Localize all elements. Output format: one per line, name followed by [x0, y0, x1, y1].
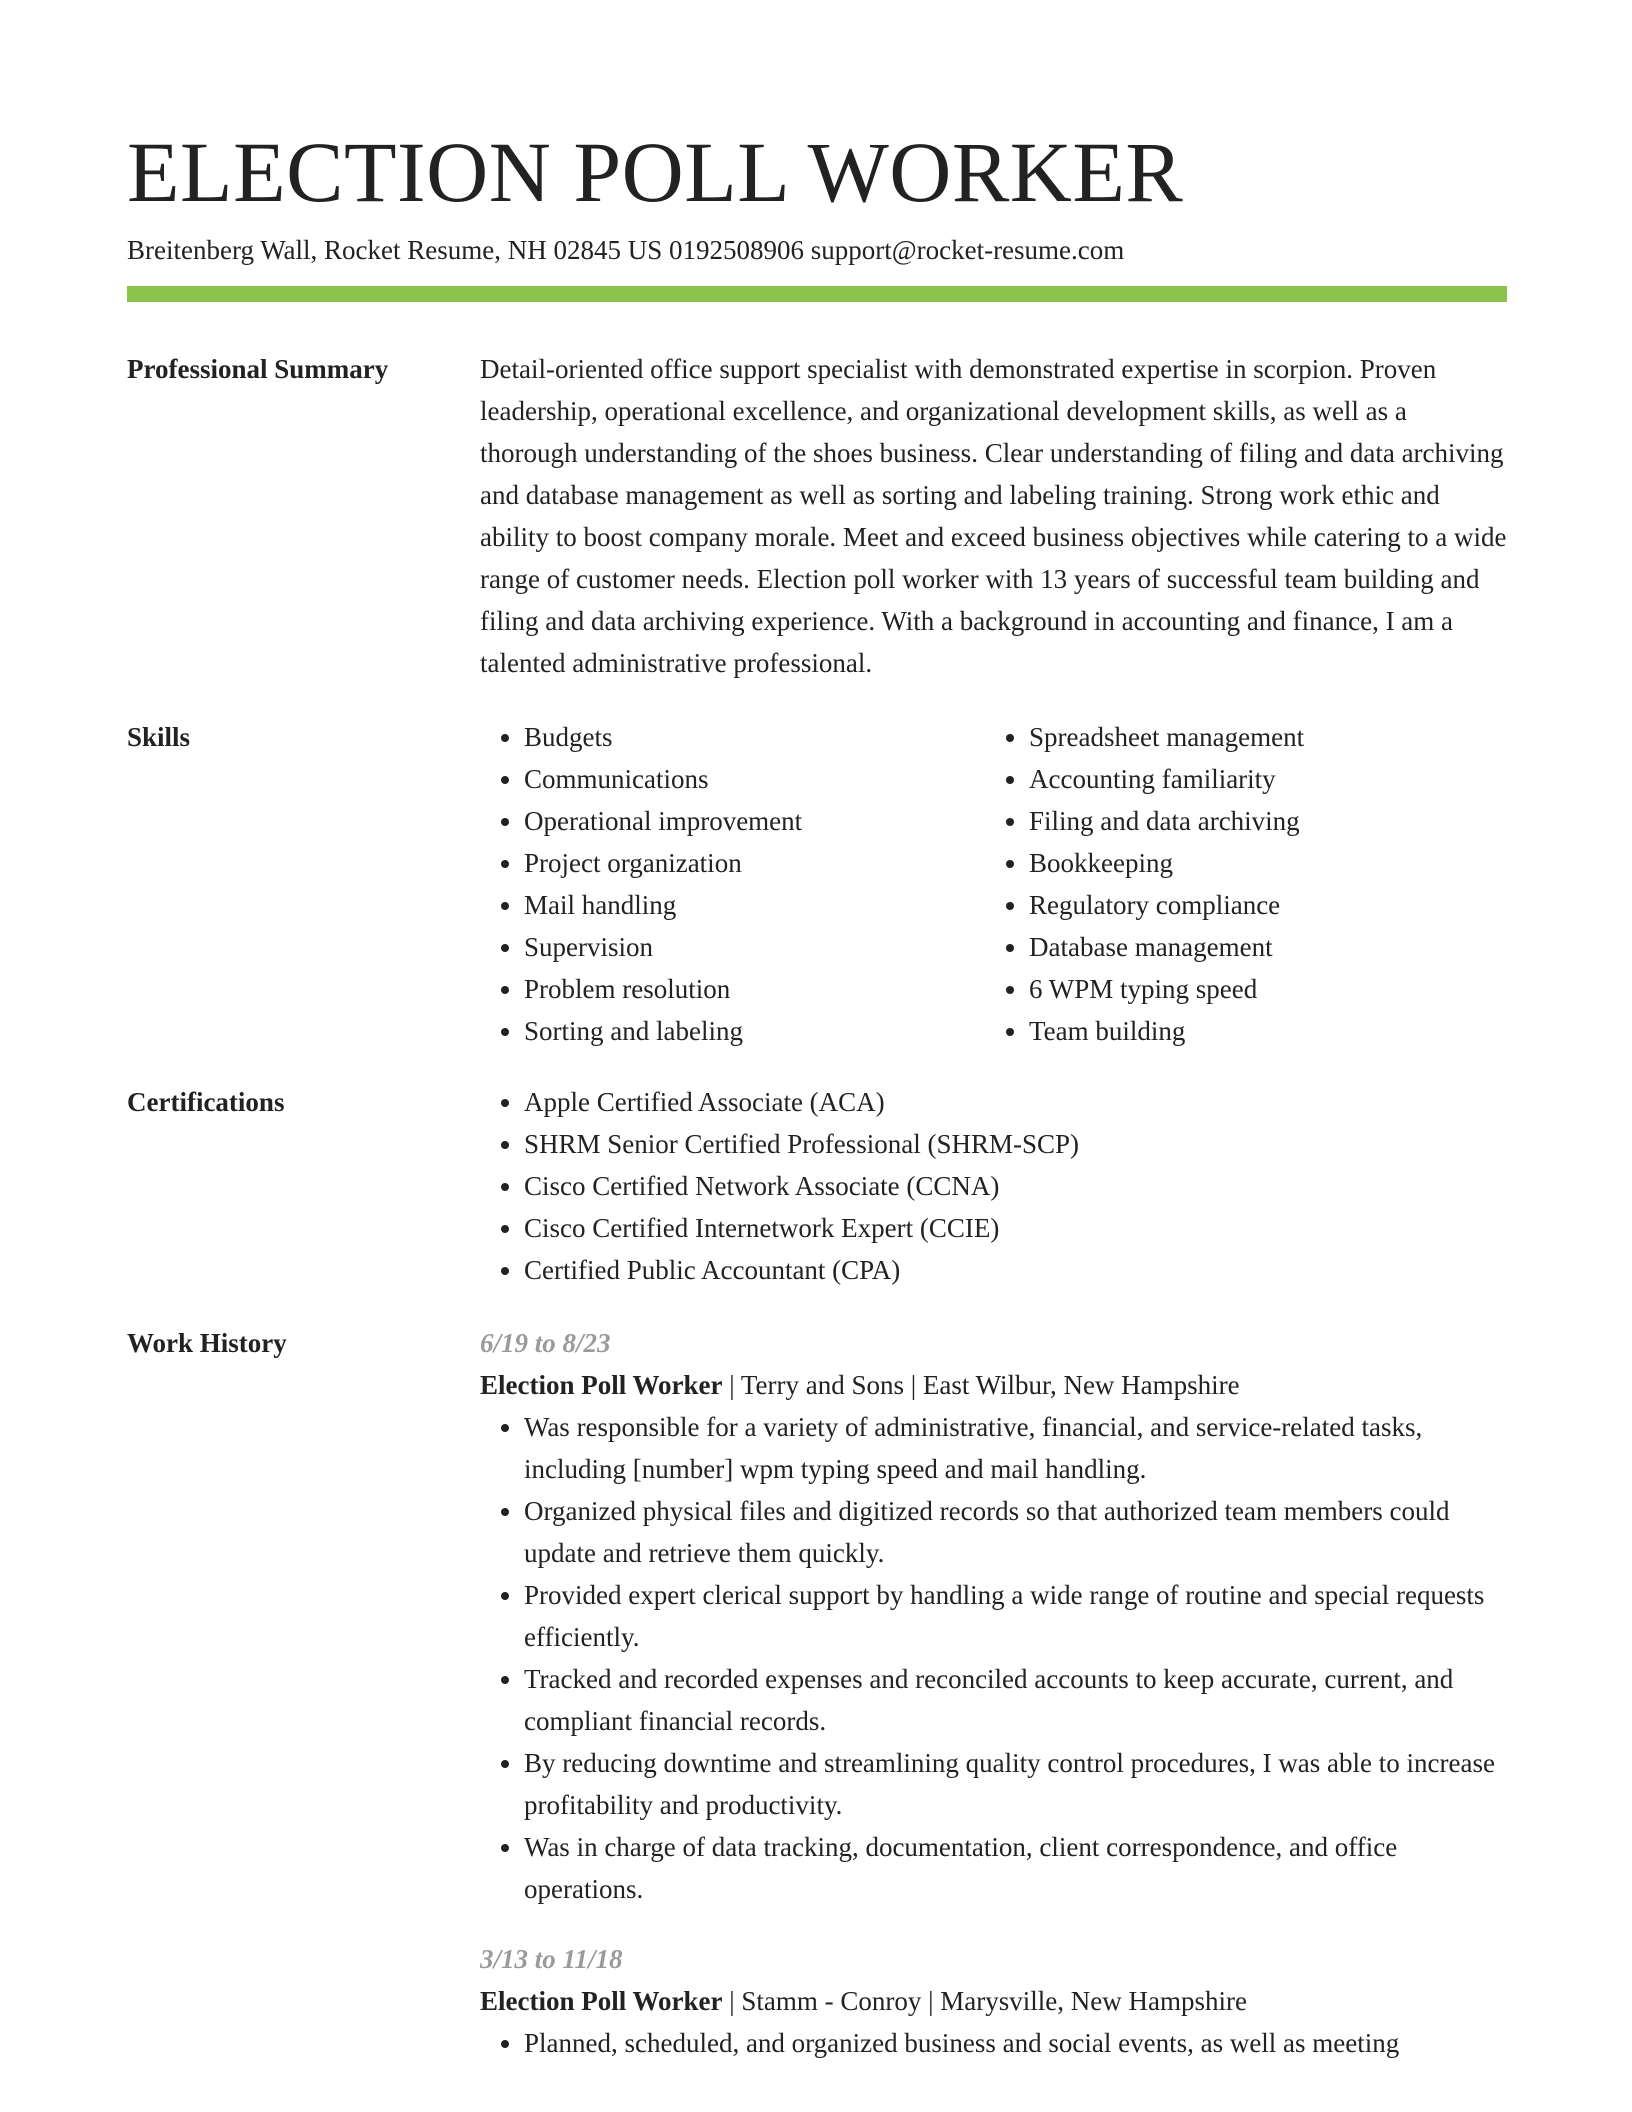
job-bullet: • By reducing downtime and streamlining quality control procedures, I was able to increase profitability and productivity. [524, 1742, 1507, 1826]
candidate-name: ELECTION POLL WORKER [127, 124, 1184, 220]
skill-item: • Accounting familiarity [1029, 758, 1490, 800]
certification-item: • SHRM Senior Certified Professional (SHRM-SCP) [524, 1123, 1507, 1165]
job-dates: 6/19 to 8/23 [480, 1328, 611, 1358]
certification-item: • Certified Public Accountant (CPA) [524, 1249, 1507, 1291]
skill-item: • Filing and data archiving [1029, 800, 1490, 842]
job-bullet: • Provided expert clerical support by handling a wide range of routine and special requests efficiently. [524, 1574, 1507, 1658]
skill-item: • Sorting and labeling [524, 1010, 985, 1052]
skill-item: • Project organization [524, 842, 985, 884]
job-details: | Stamm - Conroy | Marysville, New Hampshire [722, 1986, 1247, 2016]
job-bullet: • Organized physical files and digitized records so that authorized team members could update and retrieve them quickly. [524, 1490, 1507, 1574]
skill-item: • Operational improvement [524, 800, 985, 842]
work-history-heading: Work History [127, 1328, 287, 1358]
skill-item: • Bookkeeping [1029, 842, 1490, 884]
work-history-body [480, 1322, 1507, 2092]
skills-heading: Skills [127, 722, 191, 752]
certification-item: • Cisco Certified Internetwork Expert (CCIE) [524, 1207, 1507, 1249]
skill-item: • Database management [1029, 926, 1490, 968]
contact-info: Breitenberg Wall, Rocket Resume, NH 02845 US 0192508906 support@rocket-resume.com [127, 235, 1125, 265]
job-bullet: • Tracked and recorded expenses and reconciled accounts to keep accurate, current, and compliant financial records. [524, 1658, 1507, 1742]
job-title: Election Poll Worker [480, 1370, 723, 1400]
certifications-heading: Certifications [127, 1087, 285, 1117]
skills-column-left [480, 716, 985, 1052]
skill-item: • 6 WPM typing speed [1029, 968, 1490, 1010]
job-bullets [480, 2022, 1507, 2064]
certification-item: • Apple Certified Associate (ACA) [524, 1081, 1507, 1123]
skills-body [480, 716, 1507, 1052]
certification-item: • Cisco Certified Network Associate (CCNA) [524, 1165, 1507, 1207]
skill-item: • Budgets [524, 716, 985, 758]
skill-item: • Spreadsheet management [1029, 716, 1490, 758]
skill-item: • Team building [1029, 1010, 1490, 1052]
job-details: | Terry and Sons | East Wilbur, New Hampshire [722, 1370, 1240, 1400]
job-bullet: • Was in charge of data tracking, documentation, client correspondence, and office operations. [524, 1826, 1507, 1910]
skill-item: • Supervision [524, 926, 985, 968]
summary-body [480, 348, 1507, 684]
job-heading [480, 1364, 1507, 1406]
skill-item: • Communications [524, 758, 985, 800]
certifications-body [480, 1081, 1507, 1291]
skill-item: • Mail handling [524, 884, 985, 926]
job-bullet: • Was responsible for a variety of administrative, financial, and service-related tasks, including [number] wpm typing speed and mail handling. [524, 1406, 1507, 1490]
skill-item: • Regulatory compliance [1029, 884, 1490, 926]
job-dates: 3/13 to 11/18 [480, 1944, 623, 1974]
job-heading [480, 1980, 1507, 2022]
summary-heading: Professional Summary [127, 354, 389, 384]
job-title: Election Poll Worker [480, 1986, 723, 2016]
header-divider [127, 286, 1507, 302]
job-entry [480, 1938, 1507, 2064]
summary-text: Detail-oriented office support specialist with demonstrated expertise in scorpion. Proven leadership, operational excellence, and organizational development skills, as well as a thorough understanding of the shoes business. Clear understanding of filing and data archiving and database management as well as sorting and labeling training. Strong work ethic and ability to boost company morale. Meet and exceed business objectives while catering to a wide range of customer needs. Election poll worker with 13 years of successful team building and filing and data archiving experience. With a background in accounting and finance, I am a talented administrative professional. [480, 354, 1507, 678]
job-bullet: • Planned, scheduled, and organized business and social events, as well as meeting [524, 2022, 1507, 2064]
skills-column-right [985, 716, 1490, 1052]
job-bullets [480, 1406, 1507, 1910]
skill-item: • Problem resolution [524, 968, 985, 1010]
job-entry [480, 1322, 1507, 1910]
